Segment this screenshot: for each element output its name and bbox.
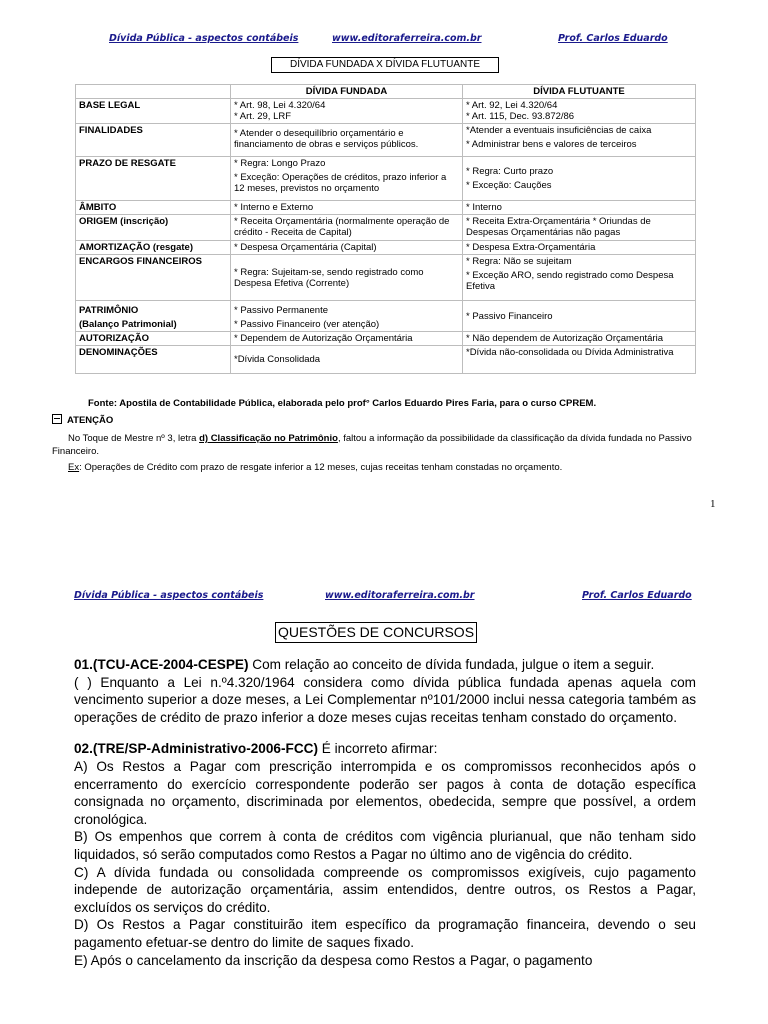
header-right: Prof. Carlos Eduardo bbox=[558, 33, 668, 44]
flutuante-cell: * Receita Extra-Orçamentária * Oriundas de Despesas Orçamentárias não pagas bbox=[463, 215, 696, 241]
cell-line: * Exceção ARO, sendo registrado como Despesa Efetiva bbox=[466, 270, 674, 292]
table-row bbox=[76, 255, 696, 301]
flutuante-cell: * Passivo Financeiro bbox=[463, 301, 696, 332]
fundada-cell bbox=[231, 157, 463, 201]
question-intro: É incorreto afirmar: bbox=[317, 741, 438, 757]
cell-line: * Atender o desequilíbrio orçamentário e financiamento de obras e serviços públicos. bbox=[234, 128, 419, 150]
example-text: : Operações de Crédito com prazo de resgate inferior a 12 meses, cujas receitas tenham constadas no orçamento. bbox=[79, 462, 563, 473]
row-label: AMORTIZAÇÃO (resgate) bbox=[76, 241, 231, 255]
cell-line: * Exceção: Operações de créditos, prazo inferior a 12 meses, previstos no orçamento bbox=[234, 172, 447, 194]
question bbox=[74, 740, 696, 758]
note-text: , faltou a informação da possibilidade da classificação da dívida fundada no Passivo Financeiro. bbox=[52, 433, 692, 457]
row-label-line: PATRIMÔNIO bbox=[79, 305, 139, 316]
cell-line: * Administrar bens e valores de terceiros bbox=[466, 139, 637, 150]
answer-option: D) Os Restos a Pagar constituirão item específico da programação financeira, devendo o seu pagamento efetuar-se dentro do limite de saques fixado. bbox=[74, 917, 696, 950]
flutuante-cell: * Interno bbox=[463, 201, 696, 215]
table-row bbox=[76, 346, 696, 374]
row-label-line: (Balanço Patrimonial) bbox=[79, 319, 177, 330]
note-emphasis: d) Classificação no Patrimônio bbox=[199, 433, 338, 444]
header-left: Dívida Pública - aspectos contábeis bbox=[74, 590, 264, 601]
page-number: 1 bbox=[710, 498, 716, 510]
section-title: QUESTÕES DE CONCURSOS bbox=[275, 622, 477, 643]
table-row bbox=[76, 201, 696, 215]
answer-option: B) Os empenhos que correm à conta de créditos com vigência plurianual, que não tenham sido liquidados, só serão computados como Restos a Pagar no último ano de vigência do crédito. bbox=[74, 829, 696, 862]
attention-label: ATENÇÃO bbox=[67, 415, 114, 426]
attention-heading bbox=[52, 414, 113, 426]
header-left: Dívida Pública - aspectos contábeis bbox=[109, 33, 299, 44]
cell-line: *Atender a eventuais insuficiências de caixa bbox=[466, 125, 652, 136]
page-header bbox=[0, 33, 768, 47]
cell-line: * Passivo Financeiro (ver atenção) bbox=[234, 319, 380, 330]
checkbox-icon bbox=[52, 414, 62, 424]
row-label bbox=[76, 301, 231, 332]
question-item: ( ) Enquanto a Lei n.º4.320/1964 considera como dívida pública fundada apenas aquela com vencimento superior a doze meses, a Lei Complementar nº101/2000 inclui nessa categoria também as operações de crédito de prazo inferior a doze meses cujas receitas tenham constado do orçamento. bbox=[74, 674, 696, 725]
fundada-cell bbox=[231, 99, 463, 124]
flutuante-cell: *Dívida não-consolidada ou Dívida Administrativa bbox=[463, 346, 696, 374]
row-label: ÂMBITO bbox=[76, 201, 231, 215]
cell-line: * Regra: Curto prazo bbox=[466, 166, 554, 177]
table-row bbox=[76, 301, 696, 332]
example-label: Ex bbox=[68, 462, 80, 473]
questions-body bbox=[74, 656, 696, 969]
fundada-cell bbox=[231, 301, 463, 332]
fundada-cell: * Receita Orçamentária (normalmente operação de crédito - Receita de Capital) bbox=[231, 215, 463, 241]
row-label: BASE LEGAL bbox=[76, 99, 231, 124]
note-text: No Toque de Mestre nº 3, letra bbox=[68, 433, 200, 444]
flutuante-cell bbox=[463, 99, 696, 124]
answer-option: A) Os Restos a Pagar com prescrição interrompida e os compromissos reconhecidos após o encerramento do exercício correspondente poderão ser pagos à conta de dotação específica consignada no orçamento, discriminada por elementos, obedecida, sempre que possível, a ordem cronológica. bbox=[74, 758, 696, 827]
fundada-cell: * Dependem de Autorização Orçamentária bbox=[231, 332, 463, 346]
question-heading: 01.(TCU-ACE-2004-CESPE) bbox=[74, 657, 249, 672]
question bbox=[74, 656, 696, 674]
page-title: DÍVIDA FUNDADA X DÍVIDA FLUTUANTE bbox=[271, 57, 499, 73]
flutuante-cell: * Despesa Extra-Orçamentária bbox=[463, 241, 696, 255]
table-header-row bbox=[76, 85, 696, 99]
table-row bbox=[76, 332, 696, 346]
cell-line: * Art. 98, Lei 4.320/64 bbox=[234, 100, 326, 111]
header-right: Prof. Carlos Eduardo bbox=[582, 590, 692, 601]
answer-option: C) A dívida fundada ou consolidada compreende os compromissos exigíveis, cujo pagamento independe de autorização orçamentária, assim entendidos, dentre outros, os Restos a Pagar, excluídos os serviços do crédito. bbox=[74, 864, 696, 915]
cell-line: * Regra: Não se sujeitam bbox=[466, 256, 572, 267]
table-row bbox=[76, 99, 696, 124]
row-label: ORIGEM (inscrição) bbox=[76, 215, 231, 241]
answer-option: E) Após o cancelamento da inscrição da despesa como Restos a Pagar, o pagamento bbox=[74, 952, 593, 968]
row-label: DENOMINAÇÕES bbox=[76, 346, 231, 374]
fundada-cell bbox=[231, 124, 463, 157]
table-header-cell: DÍVIDA FLUTUANTE bbox=[463, 85, 696, 99]
flutuante-cell: * Não dependem de Autorização Orçamentária bbox=[463, 332, 696, 346]
cell-line: * Exceção: Cauções bbox=[466, 180, 552, 191]
table-row bbox=[76, 215, 696, 241]
table-row bbox=[76, 241, 696, 255]
cell-line: * Art. 29, LRF bbox=[234, 111, 292, 122]
fundada-cell: * Interno e Externo bbox=[231, 201, 463, 215]
table-header-cell bbox=[76, 85, 231, 99]
comparison-table bbox=[75, 84, 696, 374]
cell-line: * Art. 92, Lei 4.320/64 bbox=[466, 100, 558, 111]
table-row bbox=[76, 124, 696, 157]
example-note bbox=[68, 462, 562, 473]
question-heading: 02.(TRE/SP-Administrativo-2006-FCC) bbox=[74, 741, 318, 757]
question-intro: Com relação ao conceito de dívida fundada, julgue o item a seguir. bbox=[248, 657, 655, 672]
attention-note bbox=[52, 432, 712, 458]
row-label: FINALIDADES bbox=[76, 124, 231, 157]
cell-line: * Regra: Longo Prazo bbox=[234, 158, 326, 169]
row-label: ENCARGOS FINANCEIROS bbox=[76, 255, 231, 301]
page-header bbox=[0, 590, 768, 604]
header-center: www.editoraferreira.com.br bbox=[332, 33, 482, 44]
header-center: www.editoraferreira.com.br bbox=[325, 590, 475, 601]
flutuante-cell bbox=[463, 157, 696, 201]
row-label: PRAZO DE RESGATE bbox=[76, 157, 231, 201]
table-header-cell: DÍVIDA FUNDADA bbox=[231, 85, 463, 99]
fundada-cell: * Despesa Orçamentária (Capital) bbox=[231, 241, 463, 255]
cell-line: * Passivo Permanente bbox=[234, 305, 328, 316]
row-label: AUTORIZAÇÃO bbox=[76, 332, 231, 346]
fundada-cell: * Regra: Sujeitam-se, sendo registrado como Despesa Efetiva (Corrente) bbox=[231, 255, 463, 301]
table-row bbox=[76, 157, 696, 201]
fundada-cell: *Dívida Consolidada bbox=[231, 346, 463, 374]
source-note: Fonte: Apostila de Contabilidade Pública, elaborada pelo prof° Carlos Eduardo Pires Faria, para o curso CPREM. bbox=[88, 398, 597, 409]
flutuante-cell bbox=[463, 124, 696, 157]
cell-line: * Art. 115, Dec. 93.872/86 bbox=[466, 111, 575, 122]
flutuante-cell bbox=[463, 255, 696, 301]
